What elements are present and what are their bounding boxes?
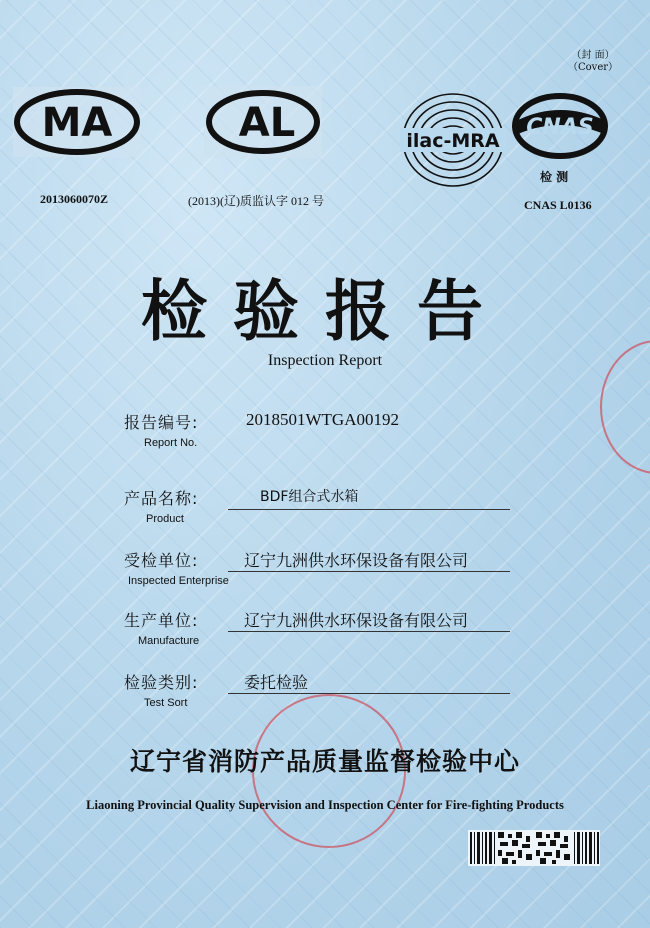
svg-text:ilac-MRA: ilac-MRA [406, 130, 500, 152]
test-sort-underline [228, 693, 510, 694]
report-title-en: Inspection Report [267, 352, 383, 369]
product-label: 产品名称: [124, 489, 199, 508]
test-sort-value: 委托检验 [244, 673, 309, 692]
cal-number: (2013)(辽)质监认字 012 号 [188, 194, 324, 208]
manufacture-value: 辽宁九洲供水环保设备有限公司 [244, 611, 469, 630]
inspected-enterprise-label: 受检单位: [124, 551, 199, 570]
product-value: BDF组合式水箱 [260, 489, 359, 505]
cnas-logo-text: CNAS [526, 115, 594, 140]
cma-logo [12, 86, 142, 158]
inspected-enterprise-underline [228, 571, 510, 572]
field-manufacture [124, 608, 524, 664]
manufacture-underline [228, 631, 510, 632]
manufacture-label-en: Manufacture [138, 635, 200, 647]
organization-name-cn: 辽宁省消防产品质量监督检验中心 [129, 747, 520, 776]
product-label-en: Product [146, 513, 184, 525]
inspected-enterprise-label-en: Inspected Enterprise [128, 575, 229, 587]
manufacture-label: 生产单位: [124, 611, 199, 630]
svg-text:MA: MA [41, 100, 113, 146]
cover-cn: （封 面） [571, 50, 615, 61]
field-product [124, 486, 524, 542]
inspected-enterprise-value: 辽宁九洲供水环保设备有限公司 [244, 551, 469, 570]
barcode [468, 830, 600, 866]
cover-label [568, 50, 618, 74]
test-sort-label: 检验类别: [124, 673, 199, 692]
svg-text:AL: AL [238, 100, 296, 146]
product-underline [228, 509, 510, 510]
cal-logo [204, 86, 322, 158]
field-inspected-enterprise [124, 548, 524, 604]
cnas-number: CNAS L0136 [524, 198, 592, 212]
field-report-no [124, 410, 524, 466]
test-sort-label-en: Test Sort [144, 697, 188, 709]
cnas-sub-text: 检 测 [540, 170, 569, 184]
report-title-cn: 检验报告 [141, 273, 509, 350]
cma-number: 2013060070Z [40, 192, 109, 206]
cover-en: （Cover） [568, 62, 619, 73]
report-no-value: 2018501WTGA00192 [246, 410, 399, 429]
report-no-label-en: Report No. [144, 437, 198, 449]
report-no-label: 报告编号: [124, 413, 199, 432]
organization-name-en: Liaoning Provincial Quality Supervision and Inspection Center for Fire-fighting Products [86, 798, 564, 812]
ilac-mra-logo [398, 90, 508, 190]
